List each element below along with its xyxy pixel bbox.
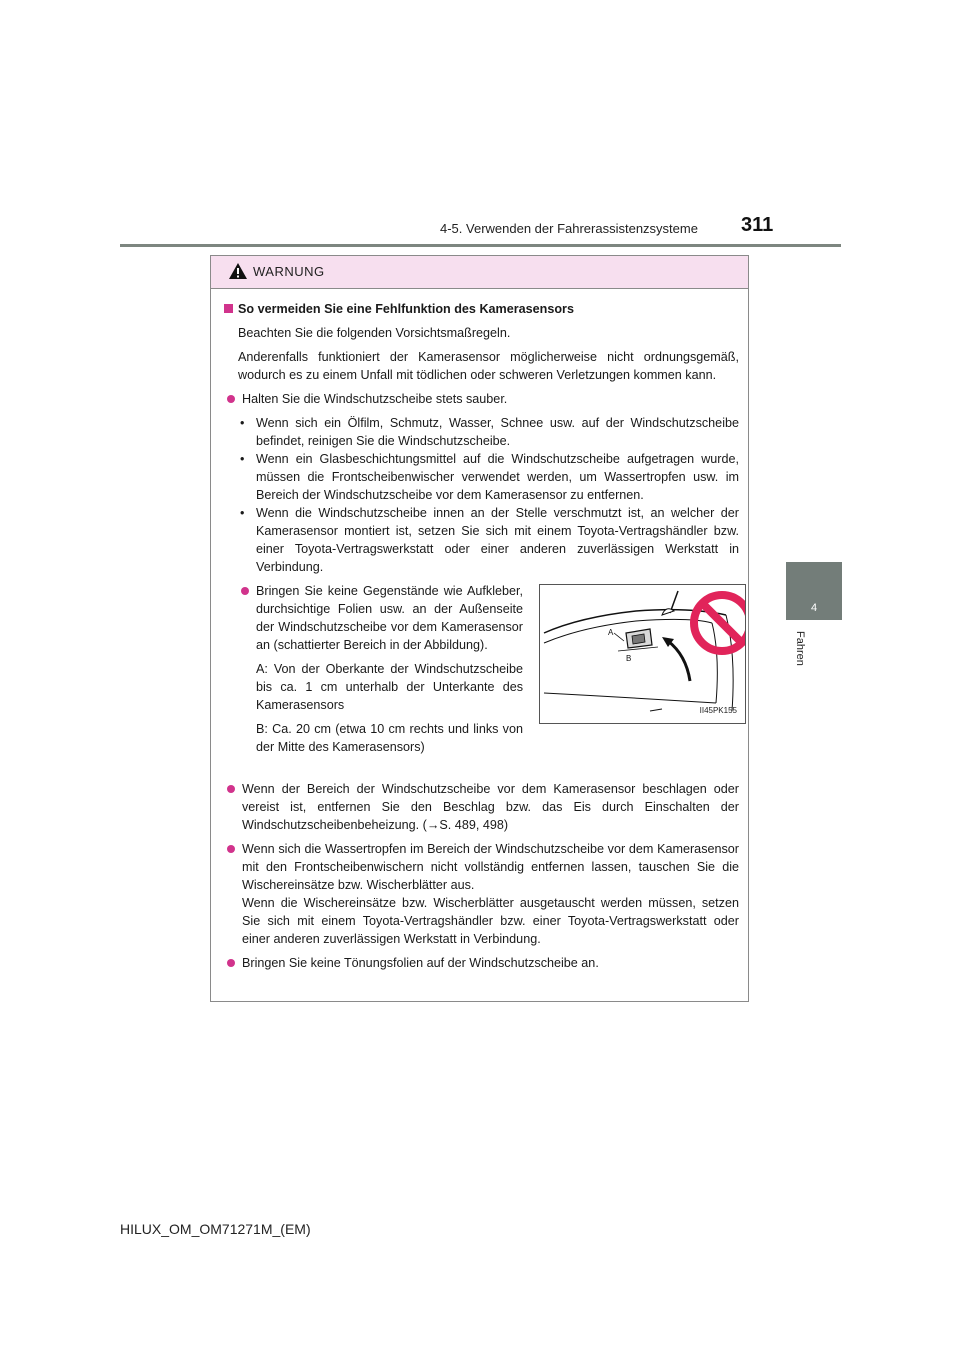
bullet-text: Halten Sie die Windschutzscheibe stets sauber.	[242, 392, 508, 406]
round-bullet-icon	[227, 785, 235, 793]
middot-icon: •	[240, 452, 245, 466]
bullet-text: Bringen Sie keine Gegenstände wie Aufkleber, durchsichtige Folien usw. an der Außenseite der Windschutzscheibe vor dem Kamerasensor an (schattierter Bereich in der Abbildung).	[256, 584, 523, 652]
sub-bullet-item	[224, 414, 739, 450]
intro-text: Beachten Sie die folgenden Vorsichtsmaßregeln.	[238, 326, 511, 340]
sub-bullet-text: Wenn sich ein Ölfilm, Schmutz, Wasser, Schnee usw. auf der Windschutzscheibe befindet, reinigen Sie die Windschutzscheibe.	[256, 416, 739, 448]
middot-icon: •	[240, 416, 245, 430]
middot-icon: •	[240, 506, 245, 520]
figure-row	[224, 582, 739, 774]
figure-id: II45PK155	[699, 706, 737, 715]
round-bullet-icon	[227, 959, 235, 967]
round-bullet-icon	[227, 845, 235, 853]
header-section-title: 4-5. Verwenden der Fahrerassistenzsysteme	[440, 221, 698, 236]
bullet-item	[224, 780, 739, 834]
chapter-number: 4	[810, 602, 818, 614]
bullet-item	[224, 954, 739, 972]
caption-a: A: Von der Oberkante der Windschutzscheibe bis ca. 1 cm unterhalb der Unterkante des Kamerasensors	[256, 662, 523, 712]
sub-bullet-item	[224, 450, 739, 504]
bullet-text: Wenn der Bereich der Windschutzscheibe vor dem Kamerasensor beschlagen oder vereist ist, entfernen Sie den Beschlag bzw. das Eis durch Einschalten der Windschutzscheibenbeheizung. (→S. 489, 498)	[242, 782, 739, 832]
warning-title: WARNUNG	[253, 264, 325, 279]
sub-bullet-text: Wenn ein Glasbeschichtungsmittel auf die Windschutzscheibe aufgetragen wurde, müssen die Frontscheibenwischer verwendet werden, um Wassertropfen usw. im Bereich der Windschutzscheibe vor dem Kamerasensor zu entfernen.	[256, 452, 739, 502]
warning-triangle-icon	[228, 262, 248, 280]
bullet-text: Wenn die Wischereinsätze bzw. Wischerblätter ausgetauscht werden müssen, setzen Sie sich mit einem Toyota-Vertragshändler bzw. einer Toyota-Vertragswerkstatt oder einer anderen zuverlässigen Werkstatt in Verbindung.	[242, 896, 739, 946]
figure-label-b: B	[626, 654, 632, 663]
figure-text-column	[238, 582, 523, 756]
bullet-item	[224, 840, 739, 948]
header-rule	[120, 244, 841, 247]
square-bullet-icon	[224, 304, 233, 313]
section-title-text: So vermeiden Sie eine Fehlfunktion des Kamerasensors	[238, 302, 574, 316]
round-bullet-icon	[227, 395, 235, 403]
sub-bullet-item	[224, 504, 739, 576]
round-bullet-icon	[241, 587, 249, 595]
caption-b: B: Ca. 20 cm (etwa 10 cm rechts und links von der Mitte des Kamerasensors)	[256, 722, 523, 754]
bullet-text: Wenn sich die Wassertropfen im Bereich der Windschutzscheibe vor dem Kamerasensor mit den Frontscheibenwischern nicht vollständig entfernen lassen, tauschen Sie die Wischereinsätze bzw. Wischerblätter aus.	[242, 842, 739, 892]
bullet-item	[224, 390, 739, 408]
page-number: 311	[741, 214, 774, 236]
figure-label-a: A	[608, 628, 614, 637]
section-title	[224, 300, 739, 318]
bullet-text: Bringen Sie keine Tönungsfolien auf der Windschutzscheibe an.	[242, 956, 599, 970]
warning-box	[210, 255, 749, 1002]
chapter-label: Fahren	[794, 630, 806, 666]
warning-content	[211, 288, 748, 972]
consequence-text: Anderenfalls funktioniert der Kamerasensor möglicherweise nicht ordnungsgemäß, wodurch es zu einem Unfall mit tödlichen oder schweren Verletzungen kommen kann.	[238, 350, 739, 382]
warning-header	[211, 256, 748, 289]
sub-bullet-text: Wenn die Windschutzscheibe innen an der Stelle verschmutzt ist, an welcher der Kamerasensor montiert ist, setzen Sie sich mit einem Toyota-Vertragshändler bzw. einer Toyota-Vertragswerkstatt oder einer anderen zuverlässigen Werkstatt in Verbindung.	[256, 506, 739, 574]
bullet-item	[238, 582, 523, 654]
footer-doc-code: HILUX_OM_OM71271M_(EM)	[120, 1221, 311, 1237]
windshield-camera-figure	[539, 584, 746, 724]
